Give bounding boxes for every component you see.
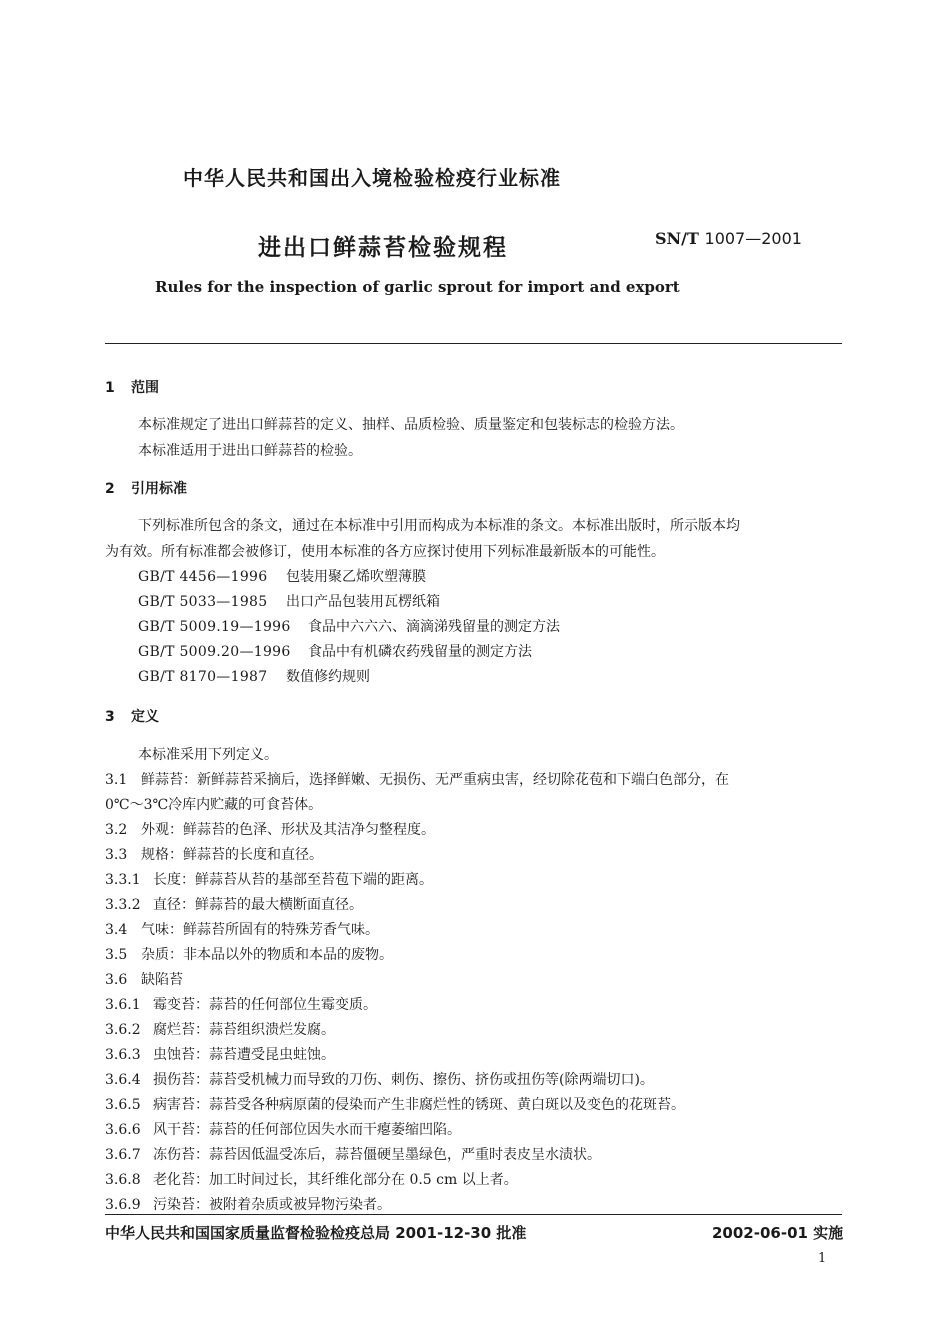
reference-item — [138, 616, 560, 636]
reference-title: 食品中有机磷农药残留量的测定方法 — [308, 644, 532, 660]
definition-text: 损伤苔：蒜苔受机械力而导致的刀伤、刺伤、擦伤、挤伤或扭伤等(除两端切口)。 — [153, 1072, 654, 1088]
definition-item — [105, 844, 323, 864]
reference-item — [138, 666, 370, 686]
definition-number: 3.3.1 — [105, 872, 141, 888]
section-title: 定义 — [131, 709, 159, 725]
section-number: 2 — [105, 481, 115, 497]
definition-item — [105, 769, 729, 789]
definition-text: 气味：鲜蒜苔所固有的特殊芳香气味。 — [141, 922, 379, 938]
definition-item — [105, 969, 183, 989]
definition-text: 冻伤苔：蒜苔因低温受冻后，蒜苔僵硬呈墨绿色，严重时表皮呈水渍状。 — [153, 1147, 601, 1163]
definition-item — [105, 1094, 685, 1114]
section-1-heading — [105, 377, 159, 397]
definition-item — [105, 1019, 335, 1039]
definition-text: 腐烂苔：蒜苔组织溃烂发腐。 — [153, 1022, 335, 1038]
reference-code: GB/T 5009.19—1996 — [138, 619, 291, 635]
definition-item — [105, 1119, 461, 1139]
standard-code — [655, 229, 802, 248]
definition-text: 规格：鲜蒜苔的长度和直径。 — [141, 847, 323, 863]
definition-text: 污染苔：被附着杂质或被异物污染者。 — [153, 1197, 391, 1213]
paragraph: 本标准适用于进出口鲜蒜苔的检验。 — [138, 443, 362, 459]
definition-item — [105, 1144, 601, 1164]
reference-code: GB/T 4456—1996 — [138, 569, 268, 585]
definition-item — [105, 944, 393, 964]
definition-text: 长度：鲜蒜苔从苔的基部至苔苞下端的距离。 — [153, 872, 433, 888]
reference-title: 食品中六六六、滴滴涕残留量的测定方法 — [308, 619, 560, 635]
definition-text: 虫蚀苔：蒜苔遭受昆虫蛀蚀。 — [153, 1047, 335, 1063]
definition-number: 3.6.8 — [105, 1172, 141, 1188]
definition-item — [105, 1069, 654, 1089]
page-number: 1 — [818, 1251, 827, 1266]
paragraph: 本标准规定了进出口鲜蒜苔的定义、抽样、品质检验、质量鉴定和包装标志的检验方法。 — [138, 417, 684, 433]
bottom-rule — [105, 1214, 842, 1215]
section-title: 范围 — [131, 380, 159, 396]
definition-text: 杂质：非本品以外的物质和本品的废物。 — [141, 947, 393, 963]
definition-number: 3.6.5 — [105, 1097, 141, 1113]
paragraph: 本标准采用下列定义。 — [138, 747, 278, 763]
reference-item — [138, 566, 426, 586]
section-3-heading — [105, 706, 159, 726]
definition-text: 霉变苔：蒜苔的任何部位生霉变质。 — [153, 997, 377, 1013]
definition-item — [105, 994, 377, 1014]
standard-code-prefix: SN/T — [655, 229, 699, 248]
reference-code: GB/T 5009.20—1996 — [138, 644, 291, 660]
reference-code: GB/T 5033—1985 — [138, 594, 268, 610]
definition-item — [105, 1169, 518, 1189]
section-number: 1 — [105, 380, 115, 396]
definition-item — [105, 919, 379, 939]
effective-date: 2002-06-01 实施 — [712, 1224, 844, 1242]
definition-text: 缺陷苔 — [141, 972, 183, 988]
reference-title: 数值修约规则 — [286, 669, 370, 685]
top-rule — [105, 343, 842, 344]
document-title: 进出口鲜蒜苔检验规程 — [258, 235, 508, 261]
definition-text: 鲜蒜苔：新鲜蒜苔采摘后，选择鲜嫩、无损伤、无严重病虫害，经切除花苞和下端白色部分，在 — [141, 772, 729, 788]
definition-text: 风干苔：蒜苔的任何部位因失水而干瘪萎缩凹陷。 — [153, 1122, 461, 1138]
reference-item — [138, 591, 440, 611]
definition-number: 3.6.9 — [105, 1197, 141, 1213]
definition-number: 3.6.6 — [105, 1122, 141, 1138]
paragraph: 下列标准所包含的条文，通过在本标准中引用而构成为本标准的条文。本标准出版时，所示版本均 — [138, 518, 740, 534]
section-2-heading — [105, 478, 187, 498]
definition-number: 3.6.1 — [105, 997, 141, 1013]
issuing-body-header: 中华人民共和国出入境检验检疫行业标准 — [183, 166, 561, 190]
definition-item — [105, 819, 435, 839]
paragraph: 为有效。所有标准都会被修订，使用本标准的各方应探讨使用下列标准最新版本的可能性。 — [105, 544, 665, 560]
definition-number: 3.6.3 — [105, 1047, 141, 1063]
reference-code: GB/T 8170—1987 — [138, 669, 268, 685]
reference-item — [138, 641, 532, 661]
section-number: 3 — [105, 709, 115, 725]
definition-number: 3.5 — [105, 947, 128, 963]
definition-item — [105, 894, 363, 914]
standard-code-number: 1007—2001 — [704, 229, 802, 248]
definition-text: 外观：鲜蒜苔的色泽、形状及其洁净匀整程度。 — [141, 822, 435, 838]
definition-number: 3.6 — [105, 972, 128, 988]
definition-item — [105, 1044, 335, 1064]
definition-item — [105, 869, 433, 889]
definition-number: 3.6.2 — [105, 1022, 141, 1038]
definition-number: 3.1 — [105, 772, 128, 788]
english-title: Rules for the inspection of garlic sprout for import and export — [155, 278, 680, 296]
definition-number: 3.3 — [105, 847, 128, 863]
definition-number: 3.6.4 — [105, 1072, 141, 1088]
definition-text: 直径：鲜蒜苔的最大横断面直径。 — [153, 897, 363, 913]
section-title: 引用标准 — [131, 481, 187, 497]
definition-number: 3.6.7 — [105, 1147, 141, 1163]
definition-number: 3.2 — [105, 822, 128, 838]
definition-number: 3.4 — [105, 922, 128, 938]
reference-title: 包装用聚乙烯吹塑薄膜 — [286, 569, 426, 585]
approval-statement: 中华人民共和国国家质量监督检验检疫总局 2001-12-30 批准 — [105, 1224, 527, 1242]
definition-text: 老化苔：加工时间过长，其纤维化部分在 0.5 cm 以上者。 — [153, 1172, 518, 1188]
definition-text-continued: 0℃～3℃冷库内贮藏的可食苔体。 — [105, 797, 323, 813]
definition-item — [105, 1194, 391, 1214]
definition-number: 3.3.2 — [105, 897, 141, 913]
reference-title: 出口产品包装用瓦楞纸箱 — [286, 594, 440, 610]
definition-text: 病害苔：蒜苔受各种病原菌的侵染而产生非腐烂性的锈斑、黄白斑以及变色的花斑苔。 — [153, 1097, 685, 1113]
